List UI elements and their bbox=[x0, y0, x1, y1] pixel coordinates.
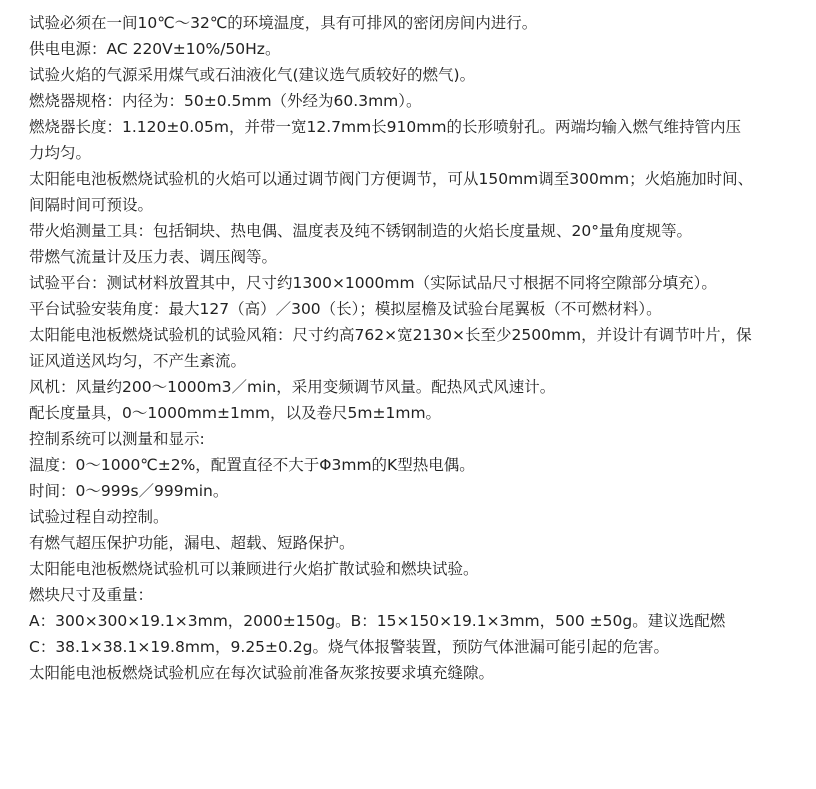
paragraph-burner-length: 燃烧器长度：1.120±0.05m，并带一宽12.7mm长910mm的长形喷射孔。两端均输入燃气维持管内压力均匀。 bbox=[29, 118, 741, 162]
paragraph-fan: 风机：风量约200～1000m3／min，采用变频调节风量。配热风式风速计。 bbox=[29, 378, 556, 396]
paragraph-combined-tests: 太阳能电池板燃烧试验机可以兼顾进行火焰扩散试验和燃块试验。 bbox=[29, 560, 479, 578]
paragraph-brand-size-c: C：38.1×38.1×19.8mm，9.25±0.2g。烧气体报警装置，预防气体泄漏可能引起的危害。 bbox=[29, 638, 670, 656]
paragraph-time: 时间：0～999s／999min。 bbox=[29, 482, 229, 500]
paragraph-power-supply: 供电电源：AC 220V±10%/50Hz。 bbox=[29, 40, 281, 58]
paragraph-flame-adjust: 太阳能电池板燃烧试验机的火焰可以通过调节阀门方便调节，可从150mm调至300mm；火焰施加时间、间隔时间可预设。 bbox=[29, 170, 754, 214]
paragraph-mortar-prep: 太阳能电池板燃烧试验机应在每次试验前准备灰浆按要求填充缝隙。 bbox=[29, 664, 495, 682]
paragraph-test-platform: 试验平台：测试材料放置其中，尺寸约1300×1000mm（实际试品尺寸根据不同将空隙部分填充）。 bbox=[29, 274, 717, 292]
paragraph-auto-control: 试验过程自动控制。 bbox=[29, 508, 169, 526]
paragraph-flowmeter: 带燃气流量计及压力表、调压阀等。 bbox=[29, 248, 278, 266]
paragraph-length-gauge: 配长度量具，0～1000mm±1mm，以及卷尺5m±1mm。 bbox=[29, 404, 442, 422]
paragraph-environment: 试验必须在一间10℃～32℃的环境温度，具有可排风的密闭房间内进行。 bbox=[29, 14, 538, 32]
paragraph-gas-source: 试验火焰的气源采用煤气或石油液化气(建议选气质较好的燃气)。 bbox=[29, 66, 476, 84]
document-body bbox=[29, 10, 809, 686]
paragraph-wind-box: 太阳能电池板燃烧试验机的试验风箱：尺寸约高762×宽2130×长至少2500mm，并设计有调节叶片，保证风道送风均匀，不产生紊流。 bbox=[29, 326, 752, 370]
paragraph-control-system: 控制系统可以测量和显示: bbox=[29, 430, 205, 448]
paragraph-temperature: 温度：0～1000℃±2%，配置直径不大于Φ3mm的K型热电偶。 bbox=[29, 456, 475, 474]
paragraph-brand-size-heading: 燃块尺寸及重量： bbox=[29, 586, 154, 604]
paragraph-flame-tools: 带火焰测量工具：包括铜块、热电偶、温度表及纯不锈钢制造的火焰长度量规、20°量角度规等。 bbox=[29, 222, 692, 240]
paragraph-burner-spec: 燃烧器规格：内径为：50±0.5mm（外经为60.3mm）。 bbox=[29, 92, 422, 110]
paragraph-platform-angle: 平台试验安装角度：最大127（高）／300（长）；模拟屋檐及试验台尾翼板（不可燃材料）。 bbox=[29, 300, 662, 318]
paragraph-protection: 有燃气超压保护功能，漏电、超载、短路保护。 bbox=[29, 534, 355, 552]
paragraph-brand-size-ab: A：300×300×19.1×3mm，2000±150g。B：15×150×19.1×3mm，500 ±50g。建议选配燃 bbox=[29, 612, 726, 630]
